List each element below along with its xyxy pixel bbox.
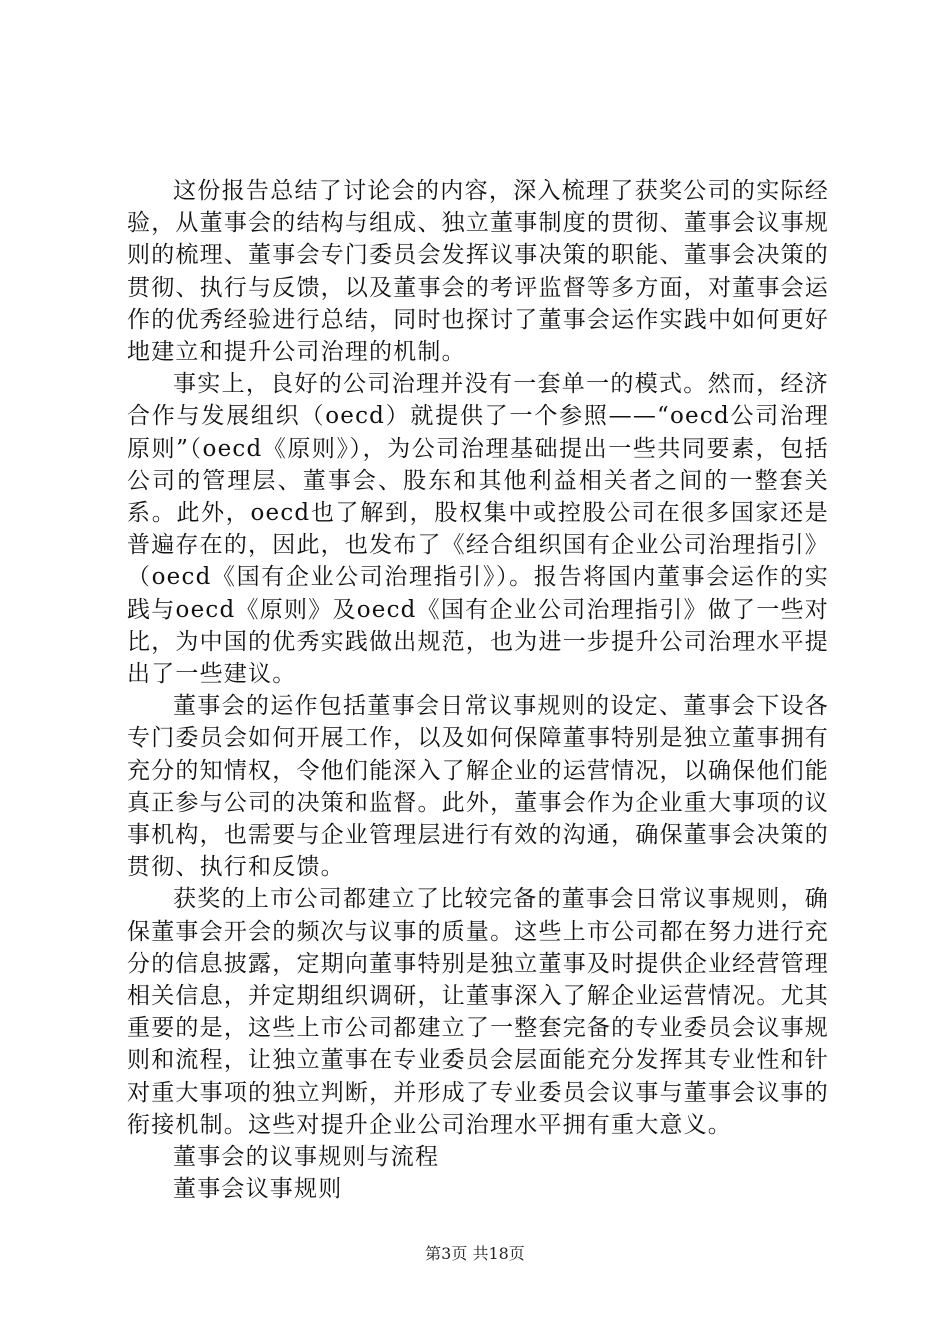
paragraph-oecd: 事实上，良好的公司治理并没有一套单一的模式。然而，经济合作与发展组织（oecd）就提供了一个参照——“oecd公司治理原则”（oecd《原则》），为公司治理基础提出一些共同要素，包括公司的管理层、董事会、股东和其他利益相关者之间的一整套关系。此外，oecd也了解到，股权集中或控股公司在很多国家还是普遍存在的，因此，也发布了《经合组织国有企业公司治理指引》（oecd《国有企业公司治理指引》）。报告将国内董事会运作的实践与oecd《原则》及oecd《国有企业公司治理指引》做了一些对比，为中国的优秀实践做出规范，也为进一步提升公司治理水平提出了一些建议。 (127, 371, 829, 688)
paragraph-summary: 这份报告总结了讨论会的内容，深入梳理了获奖公司的实际经验，从董事会的结构与组成、独立董事制度的贯彻、董事会议事规则的梳理、董事会专门委员会发挥议事决策的职能、董事会决策的贯彻、执行与反馈，以及董事会的考评监督等多方面，对董事会运作的优秀经验进行总结，同时也探讨了董事会运作实践中如何更好地建立和提升公司治理的机制。 (127, 178, 829, 366)
paragraph-board-operation: 董事会的运作包括董事会日常议事规则的设定、董事会下设各专门委员会如何开展工作，以及如何保障董事特别是独立董事拥有充分的知情权，令他们能深入了解企业的运营情况，以确保他们能真正参与公司的决策和监督。此外，董事会作为企业重大事项的议事机构，也需要与企业管理层进行有效的沟通，确保董事会决策的贯彻、执行和反馈。 (127, 693, 829, 881)
document-body (127, 175, 829, 1206)
paragraph-award-companies: 获奖的上市公司都建立了比较完备的董事会日常议事规则，确保董事会开会的频次与议事的质量。这些上市公司都在努力进行充分的信息披露，定期向董事特别是独立董事及时提供企业经营管理相关信息，并定期组织调研，让董事深入了解企业运营情况。尤其重要的是，这些上市公司都建立了一整套完备的专业委员会议事规则和流程，让独立董事在专业委员会层面能充分发挥其专业性和针对重大事项的独立判断，并形成了专业委员会议事与董事会议事的衔接机制。这些对提升企业公司治理水平拥有重大意义。 (127, 886, 829, 1138)
section-heading: 董事会的议事规则与流程 (173, 1144, 440, 1171)
page-number-footer: 第3页 共18页 (425, 1244, 525, 1263)
subsection-heading: 董事会议事规则 (173, 1176, 343, 1203)
